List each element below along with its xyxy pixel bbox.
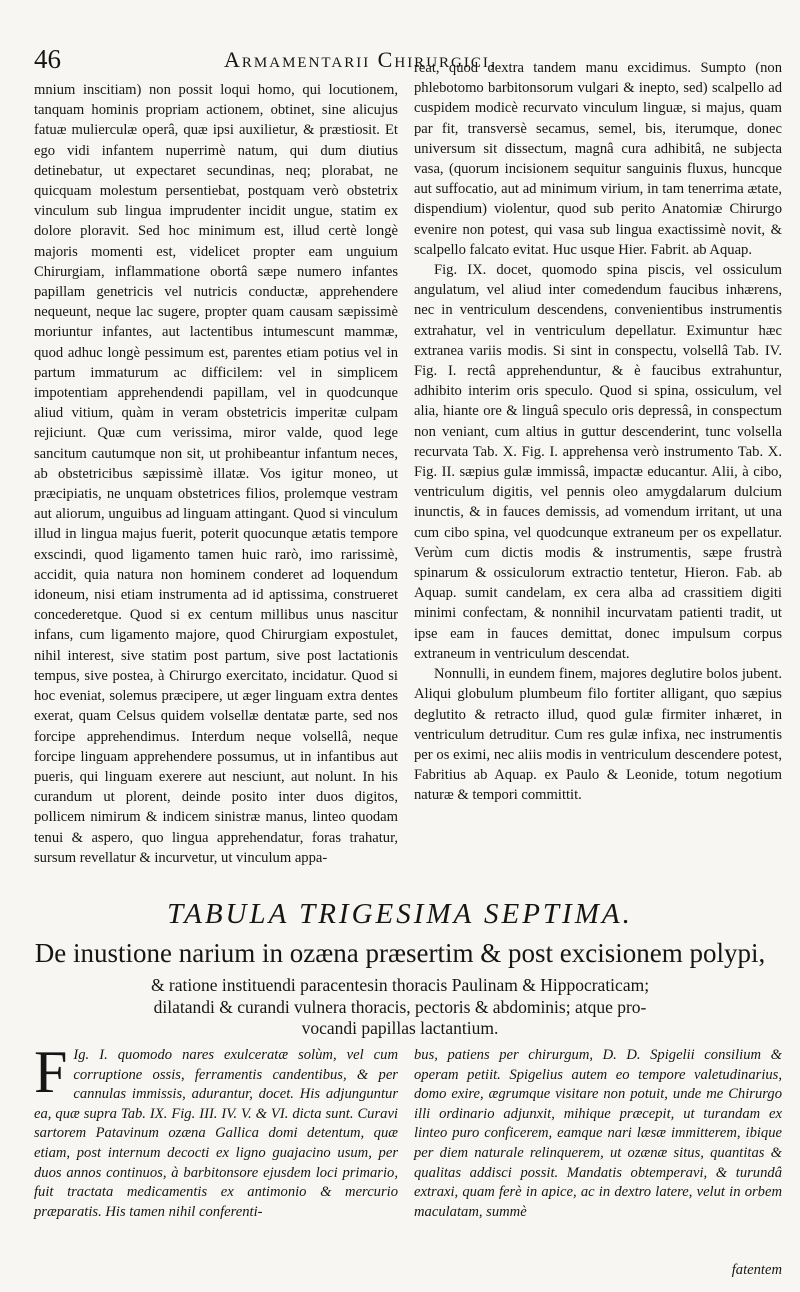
left-column-text: mnium inscitiam) non possit loqui homo, qui locutionem, tanquam hominis propriam actionem, obtinet, sine alicujus fatuæ mulierculæ operâ, quæ ipsi auxilietur, & præstiosit. Et ego vidi infantem nuperrimè natum, qui dum diutius detinebatur, ut expectaret secundinas, neq; plorabat, ne quicquam molestum persentiebat, postquam verò obstetrix vinculum sub lingua imprudenter incidit ungue, statim ex dolore ploravit. Sed hoc minimum est, illud certè longè majoris momenti est, videlicet propter eam unguium Chirurgiam, inflammatione obortâ sæpe numero infantes papillam genetricis vel nutricis conductæ, apprehendere nequeunt, neque lac sugere, propter quam causam sæpissimè moriuntur infantes, aut lactentibus intumescunt mammæ, quod adhuc longè pessimum est, parentes etiam potius vel in partum immaturum ac difficilem: vel in simplicem impotentiam apprehendendi papillam, vel in quodcunque aliud vitium, quàm in veram obstetricis imperitæ culpam rejiciunt. Quæ cum verissima, miror valde, quod lege sancitum cautumque non sit, ut prohibeantur infantum neces, ab obstetricibus sæpissimè illatæ. Vos igitur moneo, ut præcipiatis, ne unquam obstetrices filios, prolemque vestram aut aliorum, unguibus ad linguam attingant. Quod si vinculum illud in lingua majus fuerit, poterit quocunque ætatis tempore exscindi, quod ligamento tamen huic rarò, imo rarissimè, accidit, quia natura non hominem conderet ad loquendum idoneum, nisi etiam instrumenta ad id aptissima, construeret concederetque. Quod si ex centum millibus unus nascitur infans, cum ligamento majore, quod Chirurgiam expostulet, nihil interest, sive statim post partum, sive post lactationis tempus, sive postea, à Chirurgo exercitato, incidatur. Quod si hoc eveniat, solemus præcipere, ut æger linguam extra dentes exerat, quam Celsus quidem volsellæ dentatæ parte, sed nos forcipe apprehendimus. Interdum neque volsellâ, neque forcipe linguam apprehendere possumus, ut in infantibus aut pueris, qui linguam exerere aut nesciunt, aut nolunt. In his curandum ut plorent, deinde posito inter duos digitos, pollicem nimirum & indicem sinistræ manus, linteo quodam tenui & aspero, quo lingua apprehendatur, foras trahatur, sursum revellatur & incurvetur, ut vinculum appa- (34, 82, 398, 866)
bottom-left-column (34, 1039, 398, 1222)
drop-cap: F (34, 1039, 68, 1105)
section-title: TABULA TRIGESIMA SEPTIMA. (167, 898, 633, 930)
bottom-left-text: Ig. I. quomodo nares exulceratæ solùm, vel cum corruptione ossis, ferramentis candentibus, & per cannulas immissis, adurantur, docet. His adjunguntur ea, quæ supra Tab. IX. Fig. III. IV. V. & VI. dicta sunt. Curavi sartorem Patavinum ozæna Gallica domi detentum, quæ etiam, post internum decocti ex ligno guajacino usum, per duos annos continuos, à barbitonsore ejusdem loci primario, fuit tractata medicamentis ex antimonio & mercurio præparatis. His tamen nihil conferenti- (34, 1047, 398, 1220)
running-head: Armamentarii Chirurgici, (224, 47, 498, 72)
left-column (34, 80, 398, 880)
right-column-paragraph-fig-ix: Fig. IX. docet, quomodo spina piscis, vel ossiculum angulatum, vel aliud inter comedendum faucibus inhærens, nec in ventriculum descendens, convenientibus instrumentis extrahatur, vel in ventriculum depellatur. Eximuntur hæc extranea variis modis. Si sint in conspectu, volsellâ Tab. IV. Fig. I. rectâ apprehenduntur, & è faucibus extrahuntur, adhibito interim oris speculo. Quod si spina, ossiculum, vel alia, hiante ore & linguâ speculo oris depressâ, in conspectum non veniant, cum altius in guttur descenderint, tunc volsella recurvata Tab. X. Fig. I. apprehensa verò instrumento Tab. X. Fig. II. sæpius gulæ immissâ, impactæ educantur. Alii, à cibo, ventriculum digitis, vel pennis oleo amygdalarum dulcium inunctis, & in fauces demissis, ad vomendum irritant, ut una cum cibo spina, vel quodcunque extraneum per os expellatur. Verùm cum dictis modis & instrumentis, sæpe frustrà spinarum & ossiculorum extractio tentetur, Hieron. Fab. ab Aquap. sumit candelam, ex cera alba ad crassitiem digiti minimi confectam, & nonnihil incurvatam patienti tradit, ut ipse eam in fauces demittat, donec impulsum corpus extraneum in ventriculum descendat. (414, 262, 782, 662)
bottom-right-text: bus, patiens per chirurgum, D. D. Spigelii consilium & operam petiit. Spigelius autem eo tempore valetudinarius, domo exire, ægrumque visitare non potuit, unde me Chirurgo illi ordinario adjunxit, mihique præcepit, ut turandam ex linteo puro conficerem, eamque nari læsæ immitterem, ibique per diem naturale relinquerem, ut ozænæ situs, quantitas & qualitas addisci possit. Mandatis obtemperavi, & turundâ extraxi, quam ferè in apice, ac in dextro latere, velut in orbem maculatam, summè (414, 1047, 782, 1220)
right-column-paragraph-nonnulli: Nonnulli, in eundem finem, majores deglutire bolos jubent. Aliqui globulum plumbeum filo fortiter alligant, quo sæpius deglutito & retracto illud, quod gulæ firmiter inhæret, in ventriculum detruditur. Cum res gulæ infixa, nec instrumentis per os eximi, nec aliis modis in ventriculum descendere potest, Fabritius ab Aquap. ex Paulo & Leonide, totum negotium naturæ & tempori committit. (414, 666, 782, 804)
bottom-right-column (414, 1046, 782, 1222)
right-column-text: reat, quod dextra tandem manu excidimus. Sumpto (non phlebotomo barbitonsorum vulgari & inepto, sed) scalpello ad cuspidem modicè recurvato vinculum linguæ, si majus, quam par fit, transversè secamus, semel, bis, iterumque, donec universum sit dissectum, magnâ cura adhibitâ, ne subjecta vasa, (quorum incisionem sequitur sanguinis fluxus, huncque aut suffocatio, aut ad minimum virium, in tam tenerrima ætate, dispendium) violentur, quod sub perito Anatomiæ Chirurgo evenire non potest, qui vasa sub lingua exactissimè novit, & scalpello falcato evitat. Huc usque Hier. Fabrit. ab Aquap. (414, 60, 782, 258)
section-subtitle-line-2: & ratione instituendi paracentesin thoracis Paulinam & Hippocraticam; (150, 975, 650, 995)
section-subtitle-line-3: dilatandi & curandi vulnera thoracis, pectoris & abdominis; atque pro- (153, 997, 647, 1017)
catchword: fatentem (731, 1262, 782, 1278)
section-subtitle-line-1: De inustione narium in ozæna præsertim & post excisionem polypi, (34, 938, 766, 968)
section-subtitle-line-4: vocandi papillas lactantium. (301, 1018, 499, 1038)
right-column (414, 58, 782, 868)
page-number: 46 (34, 44, 61, 74)
